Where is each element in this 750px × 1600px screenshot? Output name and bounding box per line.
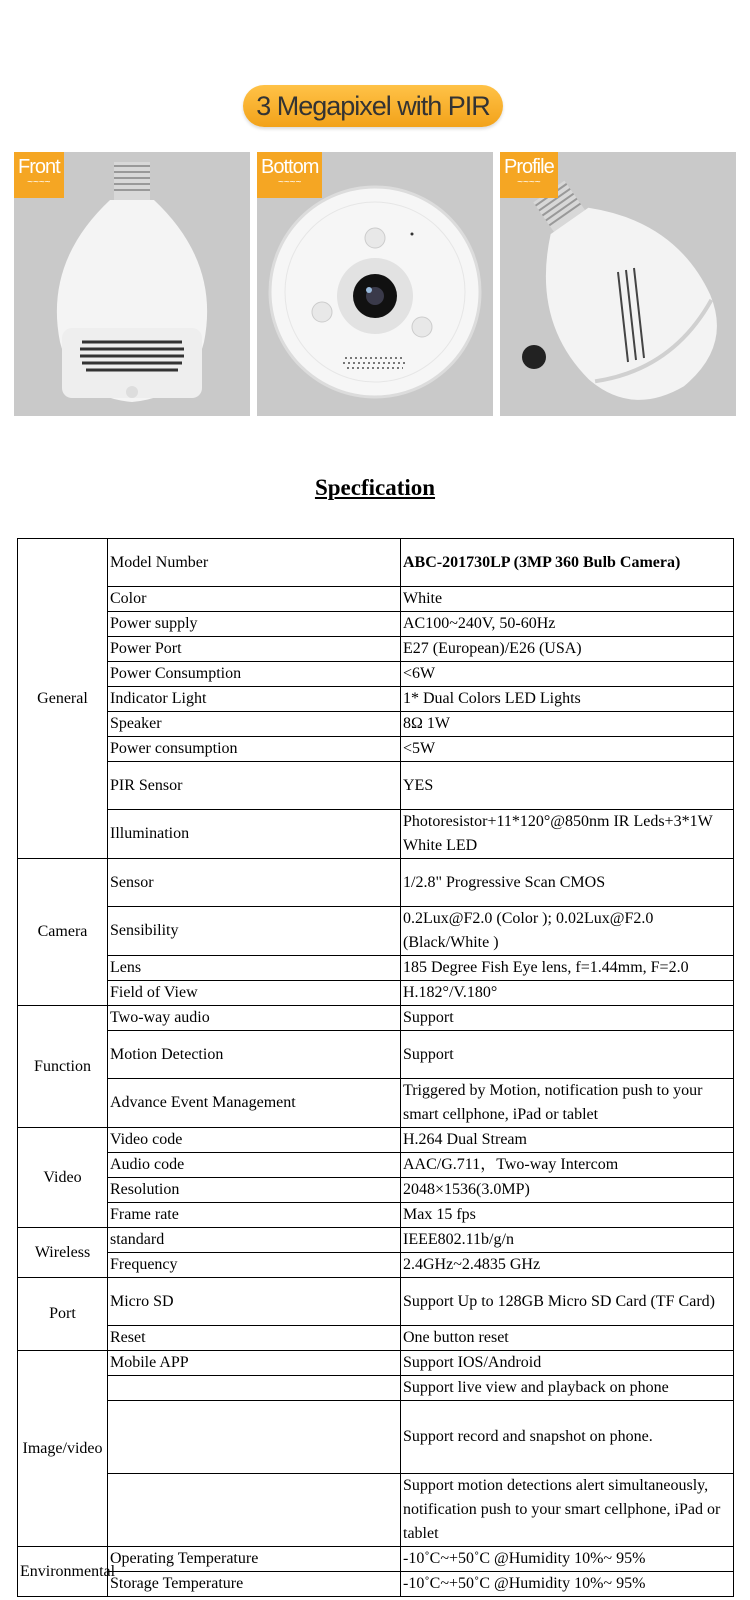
category-image-video: Image/video (18, 1351, 108, 1547)
table-row (18, 1474, 734, 1547)
profile-view-photo (500, 152, 736, 416)
param-cell: Indicator Light (108, 687, 401, 712)
value-cell: <6W (401, 662, 734, 687)
table-row (18, 1153, 734, 1178)
category-port: Port (18, 1278, 108, 1351)
param-cell: Field of View (108, 981, 401, 1006)
param-cell: Lens (108, 956, 401, 981)
category-general: General (18, 539, 108, 859)
value-cell: White (401, 587, 734, 612)
table-row (18, 956, 734, 981)
value-cell: Support live view and playback on phone (401, 1376, 734, 1401)
value-cell: E27 (European)/E26 (USA) (401, 637, 734, 662)
table-row (18, 587, 734, 612)
param-cell: Video code (108, 1128, 401, 1153)
value-cell: Support Up to 128GB Micro SD Card (TF Card) (401, 1278, 734, 1326)
front-view-photo (14, 152, 250, 416)
value-cell: Support motion detections alert simultaneously, notification push to your smart cellphone, iPad or tablet (401, 1474, 734, 1547)
value-cell: Support (401, 1031, 734, 1079)
table-row (18, 1376, 734, 1401)
value-cell: H.264 Dual Stream (401, 1128, 734, 1153)
param-cell: Motion Detection (108, 1031, 401, 1079)
table-row (18, 1178, 734, 1203)
table-row (18, 612, 734, 637)
value-cell: <5W (401, 737, 734, 762)
table-row (18, 539, 734, 587)
value-cell: 2048×1536(3.0MP) (401, 1178, 734, 1203)
table-row (18, 1351, 734, 1376)
table-row (18, 981, 734, 1006)
param-cell: standard (108, 1228, 401, 1253)
param-cell: PIR Sensor (108, 762, 401, 810)
param-cell: Sensibility (108, 907, 401, 956)
value-cell: IEEE802.11b/g/n (401, 1228, 734, 1253)
table-row (18, 762, 734, 810)
table-row (18, 1326, 734, 1351)
param-cell: Frame rate (108, 1203, 401, 1228)
param-cell: Advance Event Management (108, 1079, 401, 1128)
value-cell: 0.2Lux@F2.0 (Color ); 0.02Lux@F2.0 (Black/White ) (401, 907, 734, 956)
value-cell: One button reset (401, 1326, 734, 1351)
value-cell: Support (401, 1006, 734, 1031)
value-cell: Photoresistor+11*120°@850nm IR Leds+3*1W White LED (401, 810, 734, 859)
table-row (18, 1006, 734, 1031)
category-camera: Camera (18, 859, 108, 1006)
table-row (18, 1278, 734, 1326)
param-cell: Resolution (108, 1178, 401, 1203)
value-cell: 185 Degree Fish Eye lens, f=1.44mm, F=2.0 (401, 956, 734, 981)
table-row (18, 662, 734, 687)
value-cell: 1/2.8" Progressive Scan CMOS (401, 859, 734, 907)
param-cell: Sensor (108, 859, 401, 907)
table-row (18, 1128, 734, 1153)
value-cell: ABC-201730LP (3MP 360 Bulb Camera) (401, 539, 734, 587)
category-environmental: Environmental (18, 1547, 108, 1597)
category-video: Video (18, 1128, 108, 1228)
param-cell (108, 1401, 401, 1474)
value-cell: 2.4GHz~2.4835 GHz (401, 1253, 734, 1278)
param-cell: Color (108, 587, 401, 612)
param-cell: Power supply (108, 612, 401, 637)
value-cell: 8Ω 1W (401, 712, 734, 737)
param-cell: Illumination (108, 810, 401, 859)
param-cell: Two-way audio (108, 1006, 401, 1031)
category-wireless: Wireless (18, 1228, 108, 1278)
table-row (18, 907, 734, 956)
value-cell: H.182°/V.180° (401, 981, 734, 1006)
param-cell (108, 1376, 401, 1401)
param-cell: Power consumption (108, 737, 401, 762)
value-cell: -10˚C~+50˚C @Humidity 10%~ 95% (401, 1547, 734, 1572)
table-row (18, 1401, 734, 1474)
table-row (18, 859, 734, 907)
value-cell: Triggered by Motion, notification push to your smart cellphone, iPad or tablet (401, 1079, 734, 1128)
param-cell: Operating Temperature (108, 1547, 401, 1572)
param-cell: Model Number (108, 539, 401, 587)
value-cell: YES (401, 762, 734, 810)
param-cell: Audio code (108, 1153, 401, 1178)
table-row (18, 712, 734, 737)
param-cell: Power Consumption (108, 662, 401, 687)
value-cell: Max 15 fps (401, 1203, 734, 1228)
param-cell: Reset (108, 1326, 401, 1351)
table-row (18, 1572, 734, 1597)
param-cell (108, 1474, 401, 1547)
table-row (18, 1253, 734, 1278)
value-cell: -10˚C~+50˚C @Humidity 10%~ 95% (401, 1572, 734, 1597)
value-cell: AAC/G.711，Two-way Intercom (401, 1153, 734, 1178)
value-cell: Support IOS/Android (401, 1351, 734, 1376)
category-function: Function (18, 1006, 108, 1128)
param-cell: Speaker (108, 712, 401, 737)
param-cell: Power Port (108, 637, 401, 662)
table-row (18, 737, 734, 762)
table-row (18, 637, 734, 662)
param-cell: Frequency (108, 1253, 401, 1278)
table-row (18, 1031, 734, 1079)
table-row (18, 1203, 734, 1228)
bottom-view-photo (257, 152, 493, 416)
table-row (18, 1228, 734, 1253)
value-cell: AC100~240V, 50-60Hz (401, 612, 734, 637)
view-tag-front: Front ~~~~ (14, 152, 64, 198)
specification-table (17, 538, 734, 1597)
view-tag-bottom: Bottom ~~~~ (257, 152, 322, 198)
table-row (18, 1547, 734, 1572)
param-cell: Storage Temperature (108, 1572, 401, 1597)
param-cell: Micro SD (108, 1278, 401, 1326)
value-cell: 1* Dual Colors LED Lights (401, 687, 734, 712)
title-banner: 3 Megapixel with PIR (243, 85, 503, 127)
table-row (18, 1079, 734, 1128)
view-tag-profile: Profile ~~~~ (500, 152, 558, 198)
value-cell: Support record and snapshot on phone. (401, 1401, 734, 1474)
table-row (18, 810, 734, 859)
specification-title: Specfication (314, 475, 436, 500)
table-row (18, 687, 734, 712)
param-cell: Mobile APP (108, 1351, 401, 1376)
